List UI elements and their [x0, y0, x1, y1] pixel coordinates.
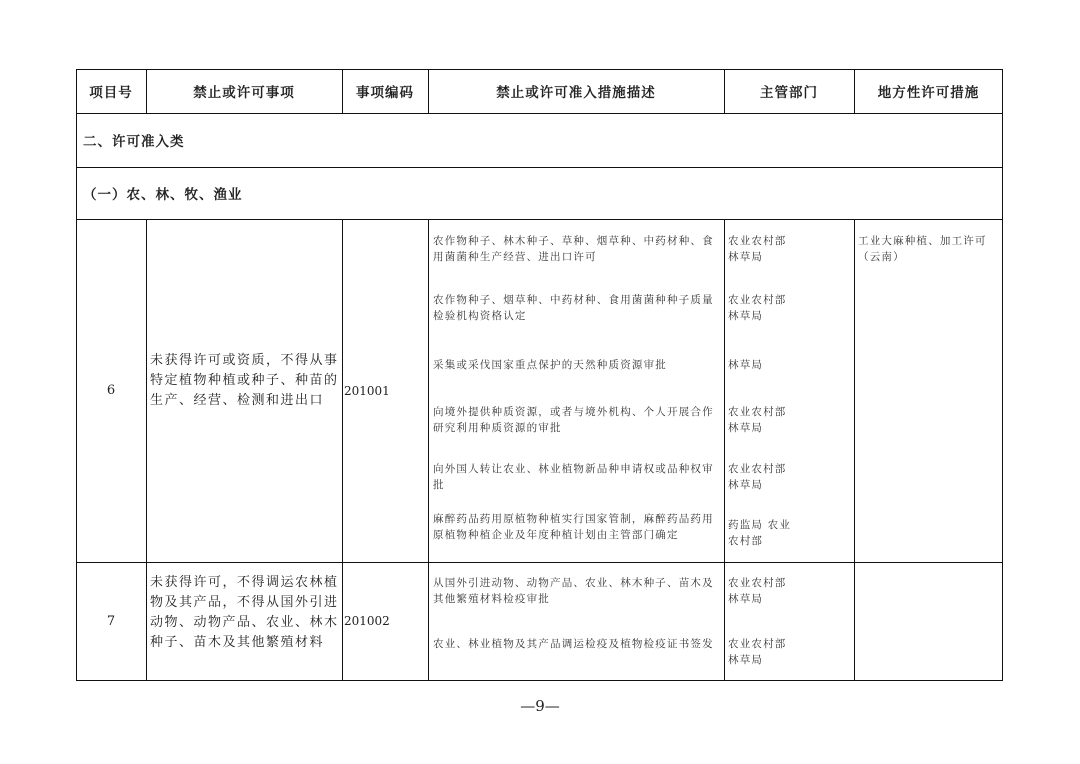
divider — [76, 562, 1003, 563]
divider — [146, 219, 147, 681]
item-code: 201002 — [344, 614, 390, 628]
measure-desc: 采集或采伐国家重点保护的天然种质资源审批 — [433, 359, 667, 371]
measure-desc: 农作物种子、林木种子、草种、烟草种、中药材种、食用菌菌种生产经营、进出口许可 — [433, 235, 714, 263]
page-number: —9— — [520, 697, 560, 715]
measure-desc: 向外国人转让农业、林业植物新品种申请权或品种权审批 — [433, 463, 714, 491]
divider — [76, 113, 1003, 114]
subsection-title: （一）农、林、牧、渔业 — [83, 187, 243, 203]
header-code: 事项编码 — [356, 85, 414, 101]
department: 农业农村部 林草局 — [728, 406, 787, 434]
item-number: 7 — [106, 614, 116, 629]
measure-desc: 麻醉药品药用原植物种植实行国家管制，麻醉药品药用原植物种植企业及年度种植计划由主管部门确定 — [433, 513, 714, 541]
divider — [342, 219, 343, 681]
department: 林草局 — [728, 359, 764, 371]
section-title: 二、许可准入类 — [83, 134, 185, 150]
header-item-number: 项目号 — [89, 85, 133, 101]
local-measure: 工业大麻种植、加工许可（云南） — [858, 235, 987, 263]
divider — [854, 219, 855, 681]
header-department: 主管部门 — [760, 85, 818, 101]
divider — [428, 219, 429, 681]
measure-desc: 农业、林业植物及其产品调运检疫及植物检疫证书签发 — [433, 638, 714, 650]
measure-desc: 农作物种子、烟草种、中药材种、食用菌菌种种子质量检验机构资格认定 — [433, 294, 714, 322]
department: 农业农村部 林草局 — [728, 463, 787, 491]
header-matter: 禁止或许可事项 — [193, 85, 295, 101]
permit-table — [76, 69, 1003, 681]
department: 农业农村部 林草局 — [728, 294, 787, 322]
department: 农业农村部 林草局 — [728, 638, 787, 666]
item-number: 6 — [106, 383, 116, 398]
measure-desc: 向境外提供种质资源，或者与境外机构、个人开展合作研究利用种质资源的审批 — [433, 406, 714, 434]
header-local-measure: 地方性许可措施 — [877, 85, 980, 101]
measure-desc: 从国外引进动物、动物产品、农业、林木种子、苗木及其他繁殖材料检疫审批 — [433, 577, 714, 605]
item-code: 201001 — [344, 384, 390, 398]
divider — [76, 219, 1003, 220]
department: 农业农村部 林草局 — [728, 577, 787, 605]
item-matter: 未获得许可或资质，不得从事特定植物种植或种子、种苗的生产、经营、检测和进出口 — [150, 353, 339, 408]
item-matter: 未获得许可，不得调运农林植物及其产品，不得从国外引进动物、动物产品、农业、林木种子、苗木及其他繁殖材料 — [150, 575, 339, 650]
divider — [724, 219, 725, 681]
header-measure-desc: 禁止或许可准入措施描述 — [496, 85, 656, 101]
department: 药监局 农业农村部 — [728, 519, 792, 547]
department: 农业农村部 林草局 — [728, 235, 787, 263]
